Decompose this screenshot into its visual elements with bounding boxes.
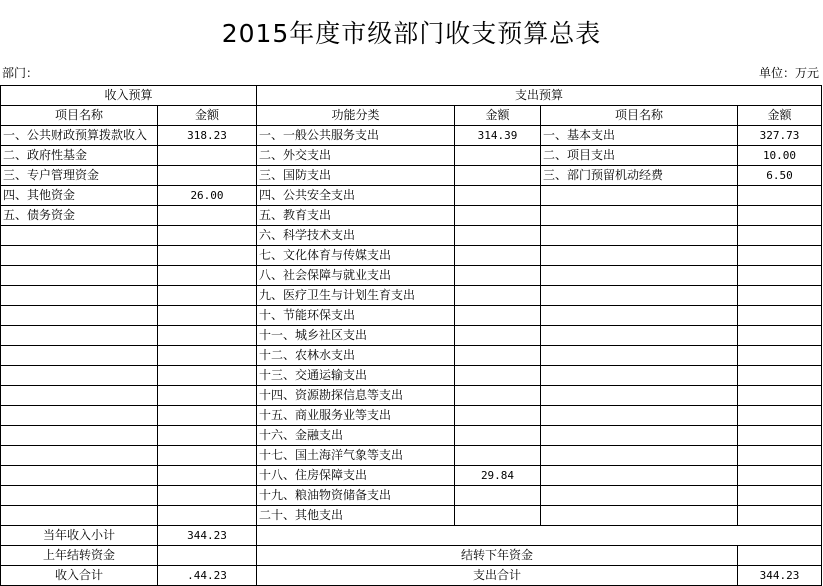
function-item-amount <box>455 486 541 506</box>
income-item-amount <box>158 386 257 406</box>
income-amount-header: 金额 <box>158 106 257 126</box>
table-row <box>1 226 822 246</box>
income-item-name <box>1 246 158 266</box>
expense-item-name <box>541 226 738 246</box>
income-item-amount <box>158 246 257 266</box>
function-item-amount <box>455 226 541 246</box>
prior-carryover-value <box>158 546 257 566</box>
prior-carryover-label: 上年结转资金 <box>1 546 158 566</box>
expense-item-name <box>541 186 738 206</box>
income-item-name <box>1 446 158 466</box>
income-item-name <box>1 346 158 366</box>
income-total-label: 收入合计 <box>1 566 158 586</box>
table-row <box>1 146 822 166</box>
function-item-amount: 29.84 <box>455 466 541 486</box>
expense-item-name <box>541 346 738 366</box>
department-label: 部门： <box>2 66 39 80</box>
expense-item-amount <box>738 286 822 306</box>
income-item-amount <box>158 366 257 386</box>
carryover-row <box>1 546 822 566</box>
income-item-name-header: 项目名称 <box>1 106 158 126</box>
income-item-amount <box>158 466 257 486</box>
table-row <box>1 486 822 506</box>
income-item-name <box>1 266 158 286</box>
function-item-name: 十、节能环保支出 <box>257 306 455 326</box>
expense-item-name <box>541 286 738 306</box>
expense-item-name <box>541 266 738 286</box>
function-item-name: 五、教育支出 <box>257 206 455 226</box>
income-item-name <box>1 386 158 406</box>
expense-item-amount <box>738 506 822 526</box>
budget-table <box>0 85 822 586</box>
income-item-amount <box>158 306 257 326</box>
function-item-name: 十八、住房保障支出 <box>257 466 455 486</box>
function-item-amount <box>455 266 541 286</box>
expense-total-value: 344.23 <box>738 566 822 586</box>
function-item-amount <box>455 506 541 526</box>
table-row <box>1 266 822 286</box>
function-item-amount <box>455 166 541 186</box>
expense-item-amount <box>738 226 822 246</box>
income-item-amount <box>158 346 257 366</box>
function-item-name: 十一、城乡社区支出 <box>257 326 455 346</box>
function-item-amount <box>455 286 541 306</box>
income-subtotal-row <box>1 526 822 546</box>
income-item-name <box>1 286 158 306</box>
expense-item-name <box>541 426 738 446</box>
income-item-name <box>1 366 158 386</box>
table-row <box>1 366 822 386</box>
income-item-name <box>1 486 158 506</box>
income-item-name: 二、政府性基金 <box>1 146 158 166</box>
expense-item-name: 三、部门预留机动经费 <box>541 166 738 186</box>
income-subtotal-value: 344.23 <box>158 526 257 546</box>
expense-item-amount <box>738 266 822 286</box>
function-item-amount <box>455 306 541 326</box>
function-item-name: 十七、国土海洋气象等支出 <box>257 446 455 466</box>
income-item-amount <box>158 266 257 286</box>
expense-item-name <box>541 366 738 386</box>
function-item-name: 十三、交通运输支出 <box>257 366 455 386</box>
expense-item-name <box>541 506 738 526</box>
income-item-amount <box>158 446 257 466</box>
function-item-amount <box>455 186 541 206</box>
expense-item-amount: 6.50 <box>738 166 822 186</box>
function-item-name: 二十、其他支出 <box>257 506 455 526</box>
function-class-header: 功能分类 <box>257 106 455 126</box>
income-item-name <box>1 466 158 486</box>
function-item-amount <box>455 206 541 226</box>
function-item-name: 十五、商业服务业等支出 <box>257 406 455 426</box>
income-section-header: 收入预算 <box>1 86 257 106</box>
unit-label: 单位：万元 <box>758 66 819 80</box>
table-row <box>1 186 822 206</box>
function-amount-header: 金额 <box>455 106 541 126</box>
function-item-name: 三、国防支出 <box>257 166 455 186</box>
function-item-name: 十四、资源勘探信息等支出 <box>257 386 455 406</box>
function-item-amount <box>455 146 541 166</box>
function-item-name: 七、文化体育与传媒支出 <box>257 246 455 266</box>
income-item-amount <box>158 486 257 506</box>
expense-total-label: 支出合计 <box>257 566 738 586</box>
income-item-name <box>1 426 158 446</box>
expense-item-amount <box>738 406 822 426</box>
income-item-name: 三、专户管理资金 <box>1 166 158 186</box>
expense-item-amount <box>738 346 822 366</box>
function-item-name: 一、一般公共服务支出 <box>257 126 455 146</box>
income-subtotal-label: 当年收入小计 <box>1 526 158 546</box>
expense-amount-header: 金额 <box>738 106 822 126</box>
expense-item-amount <box>738 206 822 226</box>
income-item-amount <box>158 226 257 246</box>
income-item-amount <box>158 426 257 446</box>
expense-item-name <box>541 206 738 226</box>
expense-item-name-header: 项目名称 <box>541 106 738 126</box>
expense-item-amount <box>738 366 822 386</box>
expense-item-name <box>541 326 738 346</box>
expense-item-amount <box>738 386 822 406</box>
income-item-amount <box>158 506 257 526</box>
table-row <box>1 166 822 186</box>
table-row <box>1 446 822 466</box>
expense-item-name <box>541 406 738 426</box>
page-title: 2015年度市级部门收支预算总表 <box>221 19 602 48</box>
table-row <box>1 286 822 306</box>
table-row <box>1 506 822 526</box>
table-row <box>1 126 822 146</box>
table-row <box>1 406 822 426</box>
income-item-name <box>1 326 158 346</box>
expense-item-name <box>541 446 738 466</box>
function-item-name: 九、医疗卫生与计划生育支出 <box>257 286 455 306</box>
income-item-amount: 318.23 <box>158 126 257 146</box>
income-item-amount <box>158 406 257 426</box>
table-row <box>1 206 822 226</box>
table-row <box>1 386 822 406</box>
income-item-amount <box>158 326 257 346</box>
expense-item-amount <box>738 426 822 446</box>
expense-item-amount <box>738 466 822 486</box>
expense-section-header: 支出预算 <box>257 86 822 106</box>
expense-item-name <box>541 246 738 266</box>
income-item-amount <box>158 166 257 186</box>
expense-item-name <box>541 486 738 506</box>
expense-item-amount <box>738 306 822 326</box>
function-item-name: 四、公共安全支出 <box>257 186 455 206</box>
income-item-name <box>1 226 158 246</box>
income-item-name <box>1 306 158 326</box>
income-item-name: 五、债务资金 <box>1 206 158 226</box>
income-item-amount <box>158 146 257 166</box>
table-row <box>1 346 822 366</box>
income-item-name <box>1 406 158 426</box>
table-row <box>1 246 822 266</box>
expense-item-name <box>541 466 738 486</box>
totals-row <box>1 566 822 586</box>
income-item-name: 四、其他资金 <box>1 186 158 206</box>
function-item-name: 十二、农林水支出 <box>257 346 455 366</box>
function-item-amount <box>455 346 541 366</box>
income-item-amount <box>158 286 257 306</box>
function-item-amount: 314.39 <box>455 126 541 146</box>
function-item-name: 二、外交支出 <box>257 146 455 166</box>
function-item-name: 六、科学技术支出 <box>257 226 455 246</box>
table-row <box>1 426 822 446</box>
expense-item-amount <box>738 186 822 206</box>
income-item-amount <box>158 206 257 226</box>
next-carryover-label: 结转下年资金 <box>257 546 738 566</box>
expense-item-name <box>541 306 738 326</box>
function-item-amount <box>455 326 541 346</box>
empty-expense-cell <box>257 526 822 546</box>
function-item-amount <box>455 446 541 466</box>
expense-item-amount: 327.73 <box>738 126 822 146</box>
expense-item-amount <box>738 486 822 506</box>
function-item-amount <box>455 406 541 426</box>
expense-item-name: 二、项目支出 <box>541 146 738 166</box>
function-item-amount <box>455 426 541 446</box>
function-item-name: 八、社会保障与就业支出 <box>257 266 455 286</box>
expense-item-amount <box>738 326 822 346</box>
function-item-name: 十九、粮油物资储备支出 <box>257 486 455 506</box>
expense-item-name: 一、基本支出 <box>541 126 738 146</box>
income-item-amount: 26.00 <box>158 186 257 206</box>
income-item-name <box>1 506 158 526</box>
expense-item-amount <box>738 446 822 466</box>
table-row <box>1 326 822 346</box>
function-item-name: 十六、金融支出 <box>257 426 455 446</box>
function-item-amount <box>455 246 541 266</box>
expense-item-name <box>541 386 738 406</box>
function-item-amount <box>455 386 541 406</box>
expense-item-amount <box>738 246 822 266</box>
function-item-amount <box>455 366 541 386</box>
table-row <box>1 466 822 486</box>
income-total-value: .44.23 <box>158 566 257 586</box>
expense-item-amount: 10.00 <box>738 146 822 166</box>
table-row <box>1 306 822 326</box>
income-item-name: 一、公共财政预算拨款收入 <box>1 126 158 146</box>
next-carryover-value <box>738 546 822 566</box>
